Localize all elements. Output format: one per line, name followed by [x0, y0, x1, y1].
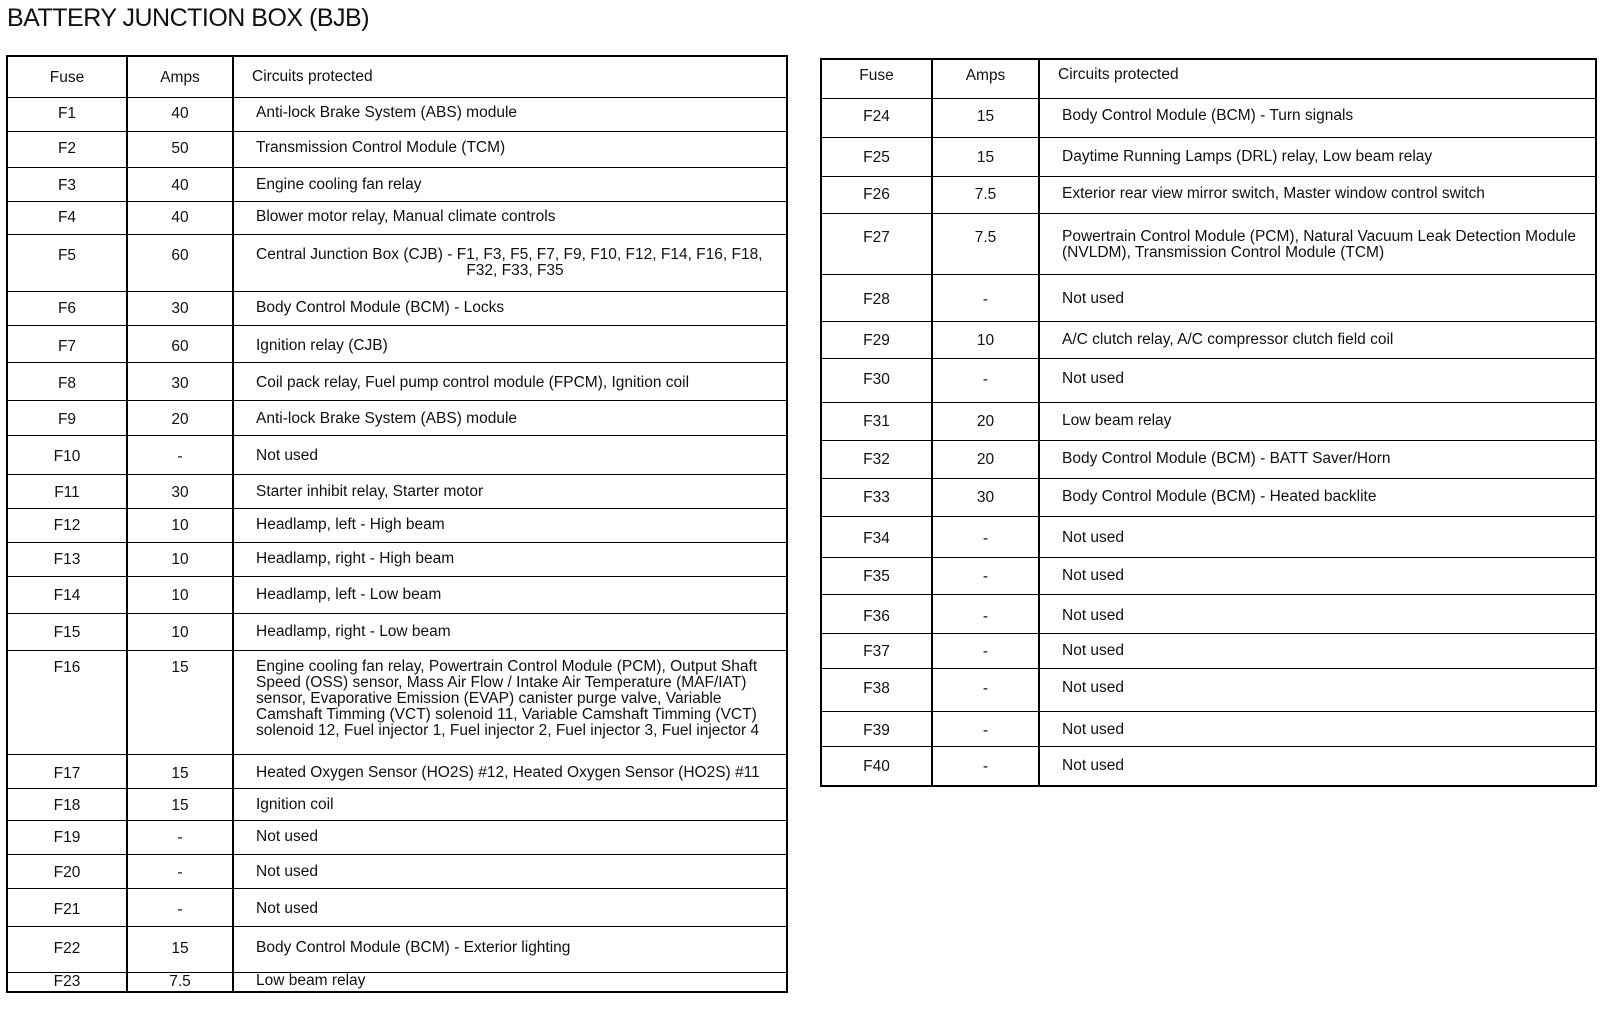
fuse-id: F31	[821, 402, 932, 440]
circuits-protected	[233, 854, 787, 888]
circuits-protected	[233, 820, 787, 854]
circuits-text: Low beam relay	[256, 972, 366, 989]
table-row	[7, 325, 787, 362]
circuits-text: Not used	[1062, 606, 1125, 624]
fuse-amps: 40	[127, 97, 233, 131]
circuits-text: Headlamp, right - Low beam	[256, 622, 451, 640]
circuits-protected	[1039, 98, 1596, 137]
table-header-row	[7, 56, 787, 97]
circuits-text: Not used	[1062, 720, 1125, 738]
fuse-amps: 7.5	[127, 972, 233, 992]
circuits-protected	[1039, 176, 1596, 213]
circuits-text: A/C clutch relay, A/C compressor clutch field coil	[1062, 330, 1394, 348]
fuse-amps: -	[127, 435, 233, 474]
fuse-id: F39	[821, 711, 932, 746]
table-row	[7, 854, 787, 888]
fuse-amps: 15	[932, 137, 1039, 176]
fuse-amps: 20	[932, 440, 1039, 478]
fuse-amps: 7.5	[932, 213, 1039, 274]
table-row	[7, 650, 787, 754]
circuits-text: Low beam relay	[1062, 411, 1172, 429]
circuits-text: Body Control Module (BCM) - BATT Saver/Horn	[1062, 449, 1391, 467]
circuits-text: Powertrain Control Module (PCM), Natural Vacuum Leak Detection Module (NVLDM), Transmission Control Module (TCM)	[1062, 227, 1577, 261]
fuse-amps: 10	[127, 542, 233, 576]
fuse-amps: 10	[127, 613, 233, 650]
fuse-id: F14	[7, 576, 127, 613]
fuse-amps: 20	[127, 400, 233, 435]
circuits-protected	[233, 474, 787, 508]
table-row	[7, 613, 787, 650]
fuse-id: F10	[7, 435, 127, 474]
fuse-id: F18	[7, 788, 127, 820]
fuse-id: F24	[821, 98, 932, 137]
circuits-protected	[233, 201, 787, 234]
circuits-protected	[233, 926, 787, 972]
fuse-amps: 50	[127, 131, 233, 167]
fuse-id: F27	[821, 213, 932, 274]
circuits-protected	[1039, 358, 1596, 402]
fuse-amps: -	[127, 854, 233, 888]
page-title: BATTERY JUNCTION BOX (BJB)	[7, 4, 370, 32]
table-row	[821, 557, 1596, 594]
table-row	[7, 201, 787, 234]
table-row	[7, 400, 787, 435]
circuits-text: Body Control Module (BCM) - Locks	[256, 298, 505, 316]
fuse-amps: 30	[127, 291, 233, 325]
table-row	[7, 435, 787, 474]
table-row	[821, 478, 1596, 516]
table-row	[821, 746, 1596, 786]
circuits-protected	[1039, 633, 1596, 668]
fuse-amps: 40	[127, 167, 233, 201]
circuits-protected	[233, 650, 787, 754]
fuse-id: F8	[7, 362, 127, 400]
table-row	[7, 788, 787, 820]
table-row	[7, 972, 787, 992]
circuits-text: Not used	[256, 899, 319, 917]
table-row	[821, 137, 1596, 176]
table-row	[7, 474, 787, 508]
circuits-text: Coil pack relay, Fuel pump control module (FPCM), Ignition coil	[256, 373, 690, 391]
fuse-amps: 10	[127, 576, 233, 613]
fuse-id: F25	[821, 137, 932, 176]
column-header-circuits: Circuits protected	[1039, 59, 1596, 98]
fuse-id: F4	[7, 201, 127, 234]
circuits-protected	[1039, 402, 1596, 440]
table-row	[821, 176, 1596, 213]
fuse-amps: -	[932, 358, 1039, 402]
circuits-protected	[1039, 213, 1596, 274]
circuits-protected	[233, 131, 787, 167]
column-header-amps: Amps	[932, 59, 1039, 98]
table-row	[821, 98, 1596, 137]
circuits-protected	[233, 542, 787, 576]
circuits-text: Body Control Module (BCM) - Turn signals	[1062, 106, 1354, 124]
fuse-amps: 7.5	[932, 176, 1039, 213]
fuse-amps: 20	[932, 402, 1039, 440]
fuse-id: F38	[821, 668, 932, 711]
circuits-text: Body Control Module (BCM) - Exterior lighting	[256, 938, 571, 956]
table-row	[7, 167, 787, 201]
circuits-text: Not used	[1062, 641, 1125, 659]
fuse-id: F12	[7, 508, 127, 542]
table-row	[7, 926, 787, 972]
fuse-id: F11	[7, 474, 127, 508]
fuse-id: F26	[821, 176, 932, 213]
fuse-amps: -	[932, 746, 1039, 786]
fuse-id: F17	[7, 754, 127, 788]
table-row	[7, 888, 787, 926]
circuits-text: Not used	[1062, 369, 1125, 387]
circuits-protected	[233, 97, 787, 131]
circuits-protected	[1039, 668, 1596, 711]
circuits-text: Engine cooling fan relay, Powertrain Control Module (PCM), Output Shaft Speed (OSS) sensor, Mass Air Flow / Intake Air Temperature (MAF/IAT) sensor, Evaporative Emission (EVAP) canister purge valve, Variable Camshaft Timming (VCT) solenoid 11, Variable Camshaft Timming (VCT) solenoid 12, Fuel injector 1, Fuel injector 2, Fuel injector 3, Fuel injector 4	[256, 657, 760, 739]
fuse-amps: 15	[127, 754, 233, 788]
fuse-amps: -	[932, 516, 1039, 557]
fuse-id: F34	[821, 516, 932, 557]
circuits-text: Headlamp, left - Low beam	[256, 585, 442, 603]
fuse-id: F35	[821, 557, 932, 594]
fuse-id: F37	[821, 633, 932, 668]
fuse-id: F13	[7, 542, 127, 576]
fuse-amps: -	[932, 274, 1039, 321]
table-row	[7, 754, 787, 788]
fuse-amps: 30	[127, 474, 233, 508]
fuse-amps: 15	[127, 650, 233, 754]
table-row	[7, 820, 787, 854]
fuse-id: F23	[7, 972, 127, 992]
fuse-id: F40	[821, 746, 932, 786]
fuse-id: F6	[7, 291, 127, 325]
table-row	[821, 440, 1596, 478]
circuits-text: Heated Oxygen Sensor (HO2S) #12, Heated Oxygen Sensor (HO2S) #11	[256, 763, 760, 781]
table-header-row	[821, 59, 1596, 98]
fuse-amps: -	[932, 594, 1039, 633]
fuse-id: F1	[7, 97, 127, 131]
table-row	[821, 633, 1596, 668]
circuits-protected	[233, 613, 787, 650]
circuits-text: Headlamp, right - High beam	[256, 549, 455, 567]
circuits-text: Anti-lock Brake System (ABS) module	[256, 103, 518, 121]
circuits-protected	[1039, 321, 1596, 358]
fuse-table-left	[6, 55, 788, 993]
fuse-id: F36	[821, 594, 932, 633]
circuits-protected	[1039, 440, 1596, 478]
circuits-protected	[233, 576, 787, 613]
fuse-amps: 60	[127, 234, 233, 291]
table-row	[821, 668, 1596, 711]
circuits-protected	[233, 234, 787, 291]
column-header-fuse: Fuse	[821, 59, 932, 98]
circuits-text: Body Control Module (BCM) - Heated backlite	[1062, 487, 1377, 505]
circuits-protected	[233, 325, 787, 362]
circuits-text: Not used	[256, 446, 319, 464]
fuse-id: F9	[7, 400, 127, 435]
table-row	[821, 358, 1596, 402]
column-header-amps: Amps	[127, 56, 233, 97]
circuits-protected	[1039, 711, 1596, 746]
circuits-text: Not used	[1062, 678, 1125, 696]
table-row	[821, 402, 1596, 440]
circuits-text: Not used	[1062, 528, 1125, 546]
fuse-amps: 30	[932, 478, 1039, 516]
fuse-amps: 15	[932, 98, 1039, 137]
fuse-id: F3	[7, 167, 127, 201]
fuse-amps: 10	[932, 321, 1039, 358]
table-row	[7, 542, 787, 576]
fuse-amps: 30	[127, 362, 233, 400]
fuse-id: F19	[7, 820, 127, 854]
circuits-protected	[1039, 478, 1596, 516]
circuits-protected	[1039, 594, 1596, 633]
circuits-protected	[233, 754, 787, 788]
fuse-amps: -	[127, 888, 233, 926]
circuits-protected	[233, 400, 787, 435]
circuits-text: Not used	[256, 862, 319, 880]
circuits-text: Anti-lock Brake System (ABS) module	[256, 409, 518, 427]
circuits-text: Not used	[1062, 289, 1125, 307]
circuits-text: Engine cooling fan relay	[256, 175, 422, 193]
circuits-text: Starter inhibit relay, Starter motor	[256, 482, 484, 500]
circuits-text: Ignition coil	[256, 795, 334, 813]
circuits-protected	[1039, 516, 1596, 557]
fuse-id: F15	[7, 613, 127, 650]
fuse-amps: -	[932, 711, 1039, 746]
circuits-protected	[233, 508, 787, 542]
circuits-text: Not used	[1062, 756, 1125, 774]
table-row	[821, 321, 1596, 358]
fuse-amps: -	[932, 557, 1039, 594]
table-row	[821, 213, 1596, 274]
fuse-amps: -	[932, 633, 1039, 668]
fuse-amps: -	[932, 668, 1039, 711]
fuse-id: F21	[7, 888, 127, 926]
fuse-id: F28	[821, 274, 932, 321]
fuse-amps: 60	[127, 325, 233, 362]
circuits-text: Ignition relay (CJB)	[256, 336, 388, 354]
fuse-id: F33	[821, 478, 932, 516]
circuits-protected	[233, 888, 787, 926]
circuits-text: Exterior rear view mirror switch, Master window control switch	[1062, 184, 1485, 202]
fuse-id: F30	[821, 358, 932, 402]
circuits-text: Headlamp, left - High beam	[256, 515, 445, 533]
circuits-protected	[233, 788, 787, 820]
table-row	[821, 711, 1596, 746]
table-row	[7, 291, 787, 325]
circuits-protected	[233, 362, 787, 400]
circuits-protected	[233, 291, 787, 325]
circuits-text: Not used	[1062, 566, 1125, 584]
fuse-id: F29	[821, 321, 932, 358]
fuse-id: F5	[7, 234, 127, 291]
table-row	[821, 274, 1596, 321]
circuits-protected	[233, 167, 787, 201]
fuse-table-right	[820, 58, 1597, 787]
fuse-amps: -	[127, 820, 233, 854]
circuits-protected	[1039, 746, 1596, 786]
circuits-protected	[233, 972, 787, 992]
circuits-protected	[233, 435, 787, 474]
table-row	[7, 234, 787, 291]
circuits-text: Transmission Control Module (TCM)	[256, 138, 506, 156]
circuits-protected	[1039, 274, 1596, 321]
fuse-amps: 15	[127, 788, 233, 820]
table-row	[7, 97, 787, 131]
circuits-text: Blower motor relay, Manual climate controls	[256, 207, 556, 225]
table-row	[7, 508, 787, 542]
column-header-fuse: Fuse	[7, 56, 127, 97]
fuse-id: F20	[7, 854, 127, 888]
table-row	[7, 576, 787, 613]
fuse-amps: 10	[127, 508, 233, 542]
table-row	[7, 362, 787, 400]
table-row	[7, 131, 787, 167]
table-row	[821, 594, 1596, 633]
fuse-id: F7	[7, 325, 127, 362]
fuse-id: F2	[7, 131, 127, 167]
circuits-text: Central Junction Box (CJB) - F1, F3, F5, F7, F9, F10, F12, F14, F16, F18,	[256, 245, 763, 263]
table-row	[821, 516, 1596, 557]
fuse-amps: 15	[127, 926, 233, 972]
circuits-protected	[1039, 557, 1596, 594]
circuits-protected	[1039, 137, 1596, 176]
fuse-id: F16	[7, 650, 127, 754]
fuse-amps: 40	[127, 201, 233, 234]
circuits-text-continued: F32, F33, F35	[466, 261, 564, 279]
circuits-text: Daytime Running Lamps (DRL) relay, Low beam relay	[1062, 147, 1433, 165]
circuits-text: Not used	[256, 827, 319, 845]
column-header-circuits: Circuits protected	[233, 56, 787, 97]
fuse-id: F32	[821, 440, 932, 478]
fuse-id: F22	[7, 926, 127, 972]
